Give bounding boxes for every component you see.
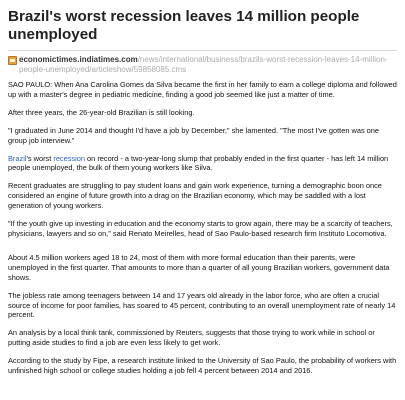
paragraph-1: SAO PAULO: When Ana Carolina Gomes da Silva became the first in her family to earn a college diploma and followed up with a master's degree in pediatric medicine, finding a good job seemed like just a matter of time.	[8, 80, 397, 99]
site-favicon-icon	[8, 56, 17, 65]
paragraph-4-rest: on record - a two-year-long slump that probably ended in the first quarter - has left 14 million people unemployed, the bulk of them young workers like Silva.	[8, 153, 389, 173]
paragraph-5: Recent graduates are struggling to pay student loans and gain work experience, turning a demographic boon once considered an engine of future growth into a drag on the Brazilian economy, which may be saddled with a lost generation of young workers.	[8, 181, 382, 211]
recession-link[interactable]: recession	[53, 153, 85, 163]
paragraph-4-mid: 's worst	[26, 153, 54, 163]
source-url[interactable]	[19, 55, 397, 75]
brazil-link[interactable]: Brazil	[8, 153, 27, 163]
source-line	[8, 55, 397, 75]
source-domain: economictimes.indiatimes.com	[19, 55, 138, 64]
paragraph-8: The jobless rate among teenagers between 14 and 17 years old already in the labor force, who are often a crucial source of income for poor families, has soared to 45 percent, contributing to an overall unemployment rate of nearly 14 percent.	[8, 290, 396, 320]
source-path: /news/international/business/brazils-worst-recession-leaves-14-million-people-unemployed/articleshow/59858085.cms	[19, 55, 388, 74]
article-body	[8, 80, 397, 376]
paragraph-2: After three years, the 26-year-old Brazilian is still looking.	[8, 107, 195, 117]
article-title: Brazil's worst recession leaves 14 million people unemployed	[8, 8, 397, 51]
paragraph-10: According to the study by Fipe, a research institute linked to the University of Sao Paulo, the probability of workers with unfinished high school or college studies holding a job fell 4 percent between 2014 and 2016.	[8, 356, 397, 376]
paragraph-7: About 4.5 million workers aged 18 to 24, most of them with more formal education than their parents, were unemployed in the first quarter. That amounts to more than a quarter of all young Brazilian workers, government data shows.	[8, 252, 390, 282]
paragraph-6: "If the youth give up investing in education and the economy starts to grow again, there may be a scarcity of teachers, physicians, lawyers and so on," said Renato Meirelles, head of Sao Paulo-based research firm Instituto Locomotiva.	[8, 219, 393, 238]
paragraph-4	[8, 154, 397, 174]
paragraph-9: An analysis by a local think tank, commissioned by Reuters, suggests that those trying to work while in school or putting aside studies to find a job are even less likely to get work.	[8, 328, 375, 348]
paragraph-3: "I graduated in June 2014 and thought I'd have a job by December," she lamented. "The most I've gotten was one group job interview."	[8, 125, 380, 145]
